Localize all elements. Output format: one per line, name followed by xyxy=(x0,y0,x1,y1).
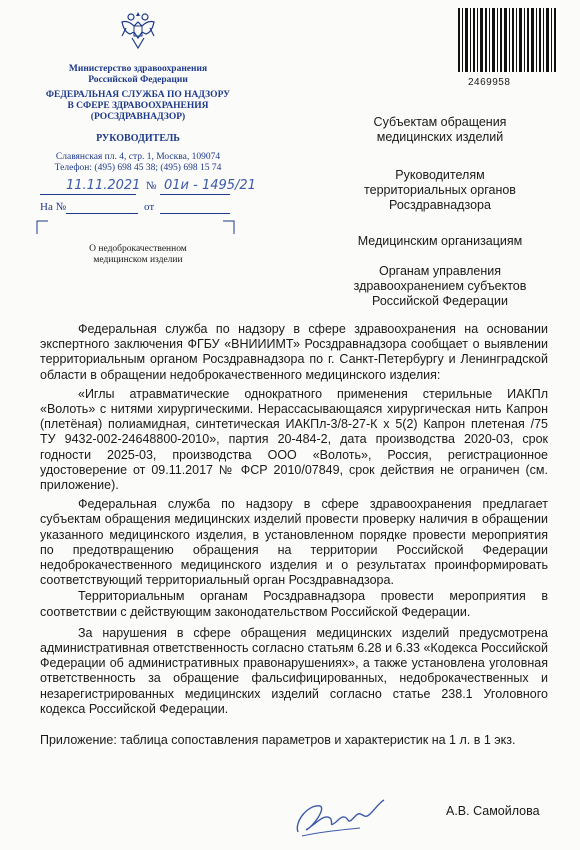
recipient-4-line1: Органам управления xyxy=(378,264,501,278)
number-handwritten: 01и - 1495/21 xyxy=(164,178,256,193)
paragraph-1: Федеральная служба по надзору в сфере здравоохранения на основании экспертного заключения ФГБУ «ВНИИИМТ» Росздравнадзора сообщает о выявлении территориальным органом Росздравнадзора по г. Санкт-Петербургу и Ленинградской области в обращении недоброкачественного медицинского изделия: xyxy=(40,322,548,382)
emblem-icon xyxy=(118,8,158,52)
paragraph-3: Федеральная служба по надзору в сфере здравоохранения предлагает субъектам обращения медицинских изделий провести проверку наличия в обращении указанного медицинского изделия, в установленном порядке провести мероприятия по предотвращению обращения на территории Российской Федерации недоброкачественного медицинского изделия и о результатах проинформировать соответствующий территориальный орган Росздравнадзора. xyxy=(40,497,548,588)
recipient-2-line2: территориальных органов xyxy=(364,183,516,197)
barcode-icon xyxy=(458,8,556,72)
recipient-2 xyxy=(330,168,550,213)
service-line3: (РОСЗДРАВНАДЗОР) xyxy=(90,112,186,122)
recipient-2-line1: Руководителям xyxy=(395,168,485,182)
recipient-1-line1: Субъектам обращения xyxy=(373,115,507,129)
recipient-4-line2: здравоохранением субъектов xyxy=(353,279,527,293)
phone: Телефон: (495) 698 45 38; (495) 698 15 74 xyxy=(54,163,222,173)
letterhead xyxy=(40,64,236,174)
recipient-3 xyxy=(330,234,550,249)
signatory-name: А.В. Самойлова xyxy=(446,804,540,818)
letter-body xyxy=(40,322,548,748)
subject xyxy=(40,244,236,266)
subject-brackets xyxy=(36,220,236,234)
address: Славянская пл. 4, стр. 1, Москва, 109074 xyxy=(55,152,221,162)
service-line2: В СФЕРЕ ЗДРАВООХРАНЕНИЯ xyxy=(67,101,209,111)
ref-from: от xyxy=(144,201,155,213)
ministry-line2: Российской Федерации xyxy=(88,75,188,85)
date-handwritten: 11.11.2021 xyxy=(66,178,141,193)
paragraph-4: Территориальным органам Росздравнадзора провести мероприятия в соответствии с действующим законодательством Российской Федерации. xyxy=(40,589,548,619)
service-line1: ФЕДЕРАЛЬНАЯ СЛУЖБА ПО НАДЗОРУ xyxy=(45,90,231,100)
subject-line2: медицинском изделии xyxy=(93,255,183,265)
attachment-note: Приложение: таблица сопоставления параметров и характеристик на 1 л. в 1 экз. xyxy=(40,733,516,748)
subject-line1: О недоброкачественном xyxy=(89,244,187,254)
recipient-4-line3: Российской Федерации xyxy=(372,294,508,308)
recipient-1 xyxy=(330,115,550,145)
ref-prefix: На № xyxy=(40,201,67,213)
recipient-2-line3: Росздравнадзора xyxy=(389,198,491,212)
recipient-4 xyxy=(330,264,550,309)
ministry-line1: Министерство здравоохранения xyxy=(68,64,208,74)
paragraph-2: «Иглы атравматические однократного применения стерильные ИАКПл «Волоть» с нитями хирургическими. Нерассасывающаяся хирургическая нить Капрон (плетёная) полиамидная, синтетическая ИАКПл-3/8-27-К х 5(2) Капрон плетеная /75 ТУ 9432-002-24648800-2010», партия 20-484-2, дата производства 2020-03, срок годности 2025-03, производства ООО «Волоть», Россия, регистрационное удостоверение от 09.11.2017 № ФСР 2010/07849, срок действия не ограничен (см. приложение). xyxy=(40,386,548,493)
signature-icon xyxy=(290,792,390,842)
barcode-number: 2469958 xyxy=(468,77,511,88)
number-prefix: № xyxy=(146,180,157,192)
position-title: РУКОВОДИТЕЛЬ xyxy=(96,133,180,144)
recipient-1-line2: медицинских изделий xyxy=(376,130,504,144)
paragraph-5: За нарушения в сфере обращения медицинских изделий предусмотрена административная ответственность согласно статьям 6.28 и 6.33 «Кодекса Российской Федерации об административных правонарушениях», а также установлена уголовная ответственность за обращение фальсифицированных, недоброкачественных и незарегистрированных медицинских изделий согласно статье 238.1 Уголовного кодекса Российской Федерации. xyxy=(40,625,548,716)
recipient-3-line1: Медицинским организациям xyxy=(357,234,523,248)
